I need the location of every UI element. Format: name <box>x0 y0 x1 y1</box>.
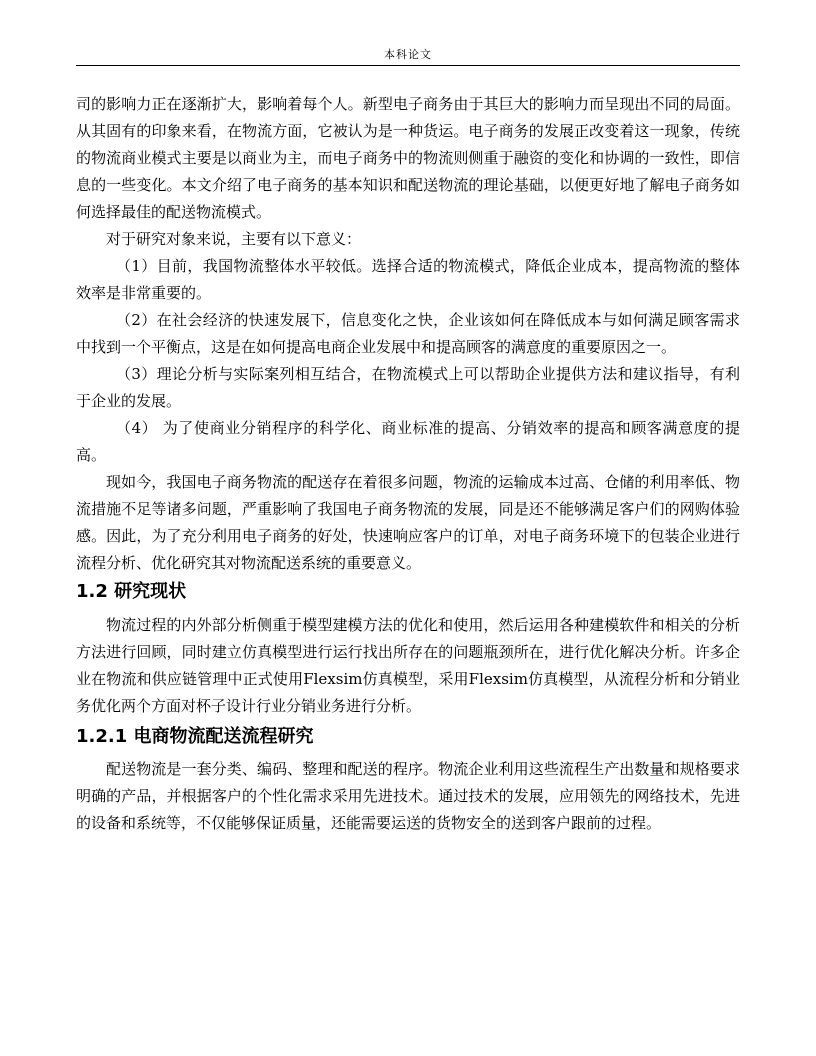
paragraph-delivery-process: 配送物流是一套分类、编码、整理和配送的程序。物流企业利用这些流程生产出数量和规格要求明确的产品，并根据客户的个性化需求采用先进技术。通过技术的发展，应用领先的网络技术，先进的设备和系统等，不仅能够保证质量，还能需要运送的货物安全的送到客户跟前的过程。 <box>76 760 740 832</box>
section-heading-1-2: 1.2 研究现状 <box>76 581 187 602</box>
running-header: 本科论文 <box>384 48 432 61</box>
header-rule <box>76 65 740 66</box>
paragraph-continued: 司的影响力正在逐渐扩大，影响着每个人。新型电子商务由于其巨大的影响力而呈现出不同的局面。从其固有的印象来看，在物流方面，它被认为是一种货运。电子商务的发展正改变着这一现象，传统的物流商业模式主要是以商业为主，而电子商务中的物流则侧重于融资的变化和协调的一致性，即信息的一些变化。本文介绍了电子商务的基本知识和配送物流的理论基础，以便更好地了解电子商务如何选择最佳的配送物流模式。 <box>76 95 740 221</box>
list-item-4: （4） 为了使商业分销程序的科学化、商业标准的提高、分销效率的提高和顾客满意度的提高。 <box>76 419 740 464</box>
page-body <box>76 91 740 837</box>
paragraph-significance-intro: 对于研究对象来说，主要有以下意义： <box>106 230 362 248</box>
list-item-2: （2）在社会经济的快速发展下，信息变化之快，企业该如何在降低成本与如何满足顾客需求中找到一个平衡点，这是在如何提高电商企业发展中和提高顾客的满意度的重要原因之一。 <box>76 311 740 356</box>
section-heading-1-2-1: 1.2.1 电商物流配送流程研究 <box>76 726 314 747</box>
paragraph-current-problems: 现如今，我国电子商务物流的配送存在着很多问题，物流的运输成本过高、仓储的利用率低、物流措施不足等诸多问题，严重影响了我国电子商务物流的发展，同是还不能够满足客户们的网购体验感。因此，为了充分利用电子商务的好处，快速响应客户的订单，对电子商务环境下的包装企业进行流程分析、优化研究其对物流配送系统的重要意义。 <box>76 473 740 572</box>
list-item-3: （3）理论分析与实际案列相互结合，在物流模式上可以帮助企业提供方法和建议指导，有利于企业的发展。 <box>76 365 740 410</box>
paragraph-research-status: 物流过程的内外部分析侧重于模型建模方法的优化和使用，然后运用各种建模软件和相关的分析方法进行回顾，同时建立仿真模型进行运行找出所存在的问题瓶颈所在，进行优化解决分析。许多企业在物流和供应链管理中正式使用Flexsim仿真模型，采用Flexsim仿真模型，从流程分析和分销业务优化两个方面对杯子设计行业分销业务进行分析。 <box>76 616 740 715</box>
list-item-1: （1）目前，我国物流整体水平较低。选择合适的物流模式，降低企业成本，提高物流的整体效率是非常重要的。 <box>76 257 740 302</box>
